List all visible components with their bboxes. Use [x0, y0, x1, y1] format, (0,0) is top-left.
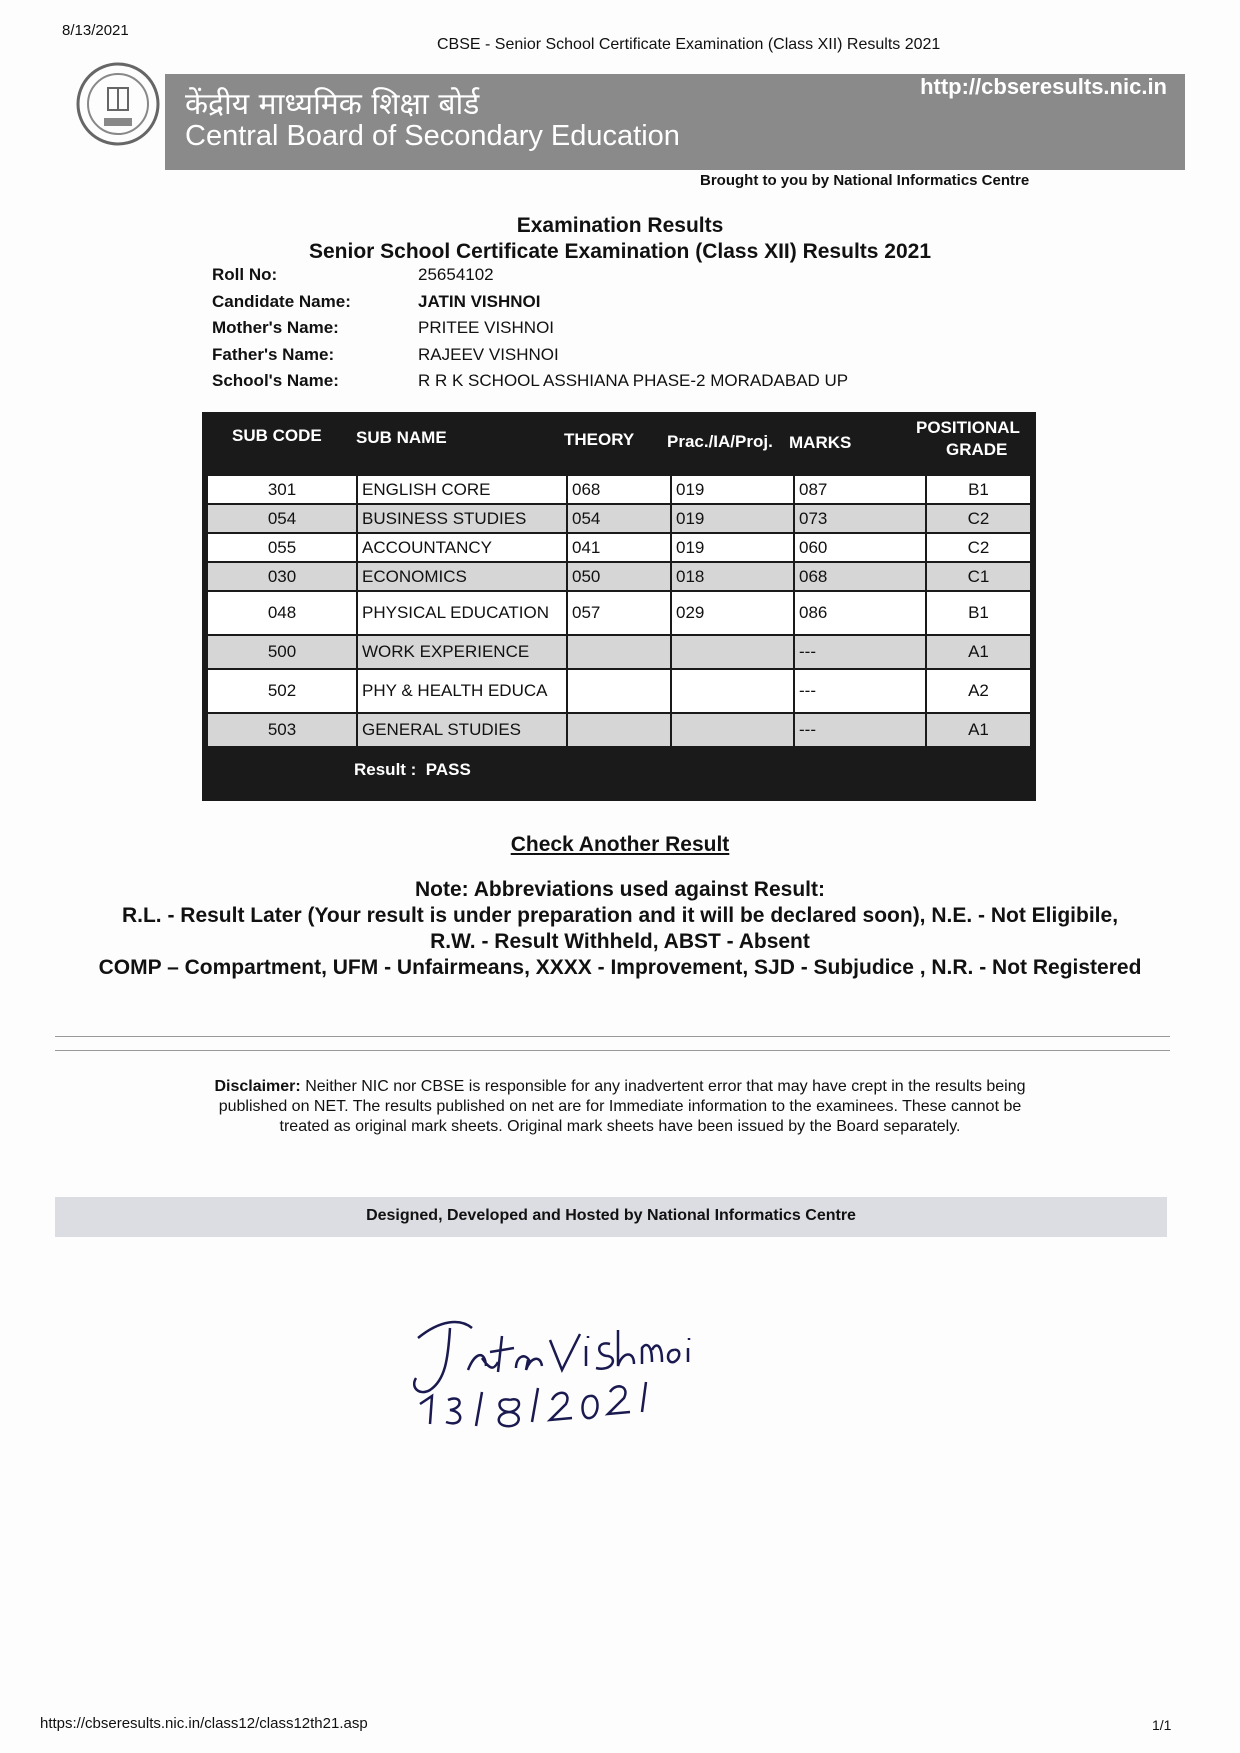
sub-code: 502	[208, 670, 358, 712]
info-row-father	[212, 342, 848, 369]
info-row-mother	[212, 315, 848, 342]
total-marks: 087	[795, 476, 927, 503]
banner-english-title: Central Board of Secondary Education	[185, 120, 680, 152]
prac-marks: 019	[672, 476, 795, 503]
sub-name: ECONOMICS	[358, 563, 568, 590]
prac-marks: 019	[672, 505, 795, 532]
print-title: CBSE - Senior School Certificate Examination (Class XII) Results 2021	[437, 36, 941, 53]
info-row-candidate	[212, 289, 848, 316]
table-row	[208, 534, 1030, 563]
disclaimer	[200, 1077, 1040, 1137]
theory-marks: 068	[568, 476, 672, 503]
separator-line	[55, 1050, 1170, 1051]
positional-grade: A1	[968, 642, 989, 661]
roll-number: 25654102	[418, 265, 494, 285]
table-row	[208, 505, 1030, 534]
print-date: 8/13/2021	[62, 22, 129, 39]
positional-grade: A2	[968, 681, 989, 700]
prac-marks	[672, 670, 795, 712]
theory-marks	[568, 670, 672, 712]
total-marks: 073	[795, 505, 927, 532]
theory-marks: 054	[568, 505, 672, 532]
result-value: PASS	[425, 760, 471, 779]
footer-credit: Designed, Developed and Hosted by National Informatics Centre	[366, 1207, 856, 1224]
mother-name: PRITEE VISHNOI	[418, 318, 555, 338]
sub-name: PHY & HEALTH EDUCA	[358, 670, 568, 712]
page-number: 1/1	[1152, 1717, 1172, 1733]
disclaimer-label: Disclaimer:	[214, 1078, 301, 1095]
prac-marks: 019	[672, 534, 795, 561]
exam-title: Examination Results	[516, 214, 724, 237]
header-theory: THEORY	[564, 430, 635, 449]
table-row	[208, 592, 1030, 636]
total-marks: 068	[795, 563, 927, 590]
positional-grade: B1	[968, 479, 989, 499]
banner-hindi-title: केंद्रीय माध्यमिक शिक्षा बोर्ड	[185, 87, 480, 122]
positional-grade: C1	[967, 566, 990, 586]
table-body	[208, 476, 1030, 748]
check-another-result-link[interactable]: Check Another Result	[510, 833, 730, 856]
info-label: Father's Name:	[212, 344, 335, 364]
separator-line	[55, 1036, 1170, 1037]
header-positional: POSITIONAL	[916, 418, 1020, 437]
prac-marks: 018	[672, 563, 795, 590]
sub-code: 055	[208, 534, 358, 561]
cbse-logo-icon	[74, 60, 162, 148]
info-label: Mother's Name:	[212, 318, 339, 338]
header-sub-code: SUB CODE	[232, 426, 322, 445]
positional-grade: C2	[967, 537, 990, 557]
theory-marks: 041	[568, 534, 672, 561]
sub-name: BUSINESS STUDIES	[358, 505, 568, 532]
sub-code: 301	[208, 476, 358, 503]
total-marks: 060	[795, 534, 927, 561]
total-marks: ---	[795, 636, 927, 668]
info-row-roll	[212, 262, 848, 289]
positional-grade: A1	[968, 720, 989, 739]
sub-code: 048	[208, 592, 358, 634]
table-row	[208, 563, 1030, 592]
total-marks: ---	[795, 714, 927, 746]
result-line	[354, 760, 471, 780]
father-name: RAJEEV VISHNOI	[418, 344, 559, 364]
page-url: https://cbseresults.nic.in/class12/class12th21.asp	[40, 1715, 368, 1732]
sub-code: 030	[208, 563, 358, 590]
sub-name: PHYSICAL EDUCATION	[358, 592, 568, 634]
brought-by-text: Brought to you by National Informatics Centre	[700, 172, 1030, 189]
theory-marks: 057	[568, 592, 672, 634]
table-row	[208, 476, 1030, 505]
school-name: R R K SCHOOL ASSHIANA PHASE-2 MORADABAD UP	[418, 371, 849, 391]
positional-grade: B1	[968, 603, 989, 622]
info-label: Roll No:	[212, 265, 278, 285]
total-marks: ---	[795, 670, 927, 712]
sub-name: WORK EXPERIENCE	[358, 636, 568, 668]
abbreviation-notes	[60, 877, 1180, 981]
theory-marks	[568, 636, 672, 668]
footer-bar	[55, 1197, 1167, 1237]
theory-marks	[568, 714, 672, 746]
notes-line-2: R.W. - Result Withheld, ABST - Absent	[430, 930, 810, 953]
banner-url-link[interactable]: http://cbseresults.nic.in	[920, 74, 1167, 99]
table-row	[208, 670, 1030, 714]
info-label: Candidate Name:	[212, 291, 351, 311]
header-marks: MARKS	[789, 433, 852, 452]
header-banner	[165, 74, 1185, 170]
total-marks: 086	[795, 592, 927, 634]
table-row	[208, 636, 1030, 670]
notes-heading: Note: Abbreviations used against Result:	[415, 878, 825, 901]
candidate-info	[212, 262, 848, 395]
notes-line-1: R.L. - Result Later (Your result is under preparation and it will be declared soon), N.E. - Not Eligibile,	[121, 904, 1119, 927]
prac-marks	[672, 714, 795, 746]
sub-name: ENGLISH CORE	[358, 476, 568, 503]
sub-code: 500	[208, 636, 358, 668]
disclaimer-text: Neither NIC nor CBSE is responsible for any inadvertent error that may have crept in the results being published on NET. The results published on net are for Immediate information to the examinees. These cannot be treated as original mark sheets. Original mark sheets have been issued by the Board separately.	[218, 1078, 1026, 1135]
theory-marks: 050	[568, 563, 672, 590]
header-prac: Prac./IA/Proj.	[667, 432, 773, 451]
notes-line-3: COMP – Compartment, UFM - Unfairmeans, XXXX - Improvement, SJD - Subjudice , N.R. - Not Registered	[98, 956, 1142, 979]
header-grade: GRADE	[946, 440, 1008, 459]
handwritten-signature	[390, 1300, 710, 1430]
result-label: Result :	[354, 760, 417, 779]
candidate-name: JATIN VISHNOI	[418, 291, 541, 311]
prac-marks: 029	[672, 592, 795, 634]
info-row-school	[212, 368, 848, 395]
positional-grade: C2	[967, 508, 990, 528]
table-row	[208, 714, 1030, 748]
info-label: School's Name:	[212, 371, 339, 391]
sub-name: ACCOUNTANCY	[358, 534, 568, 561]
exam-subtitle: Senior School Certificate Examination (Class XII) Results 2021	[308, 240, 932, 263]
sub-code: 054	[208, 505, 358, 532]
sub-name: GENERAL STUDIES	[358, 714, 568, 746]
sub-code: 503	[208, 714, 358, 746]
result-table	[202, 412, 1036, 801]
prac-marks	[672, 636, 795, 668]
header-sub-name: SUB NAME	[356, 428, 447, 447]
